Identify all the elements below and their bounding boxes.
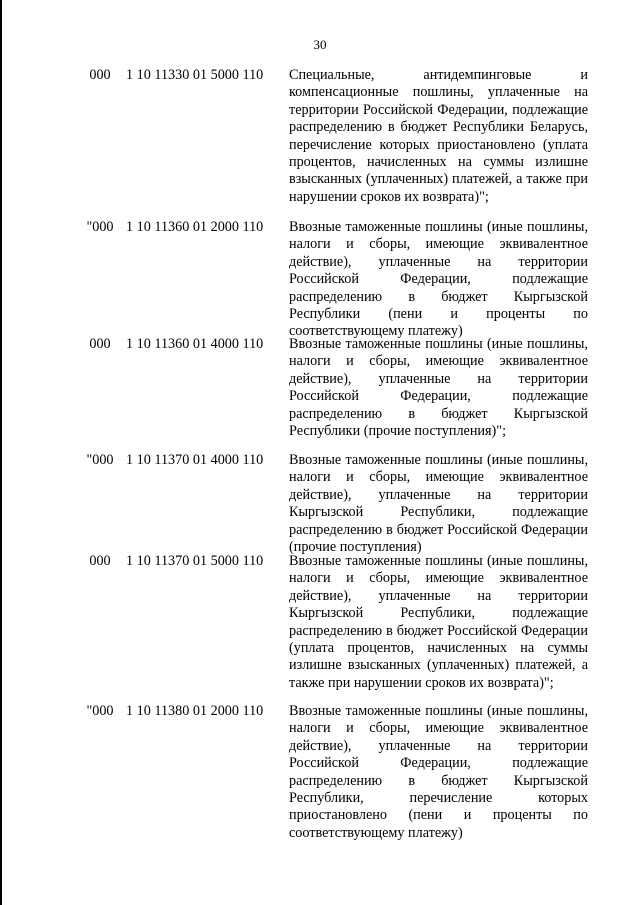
admin-code: "000 [86,452,114,468]
row-description: Ввозные таможенные пошлины (иные пошлины, налоги и сборы, имеющие эквивалентное действие), уплаченные на территории Российской Федерации, подлежащие распределению в бюджет Кыргызской Республики, перечисление которых приостановлено (пени и проценты по соответствующему платежу) [289,703,588,841]
admin-code: 000 [89,553,111,569]
budget-classification-code: 1 10 11370 01 4000 110 [126,452,264,468]
admin-code: 000 [89,67,111,83]
admin-code: 000 [89,336,111,352]
row-description: Ввозные таможенные пошлины (иные пошлины, налоги и сборы, имеющие эквивалентное действие), уплаченные на территории Кыргызской Республики, подлежащие распределению в бюджет Российской Федерации (уплата процентов, начисленных на суммы излишне взысканных (уплаченных) платежей, а также при нарушении сроков их возврата)"; [289,553,588,691]
budget-classification-code: 1 10 11370 01 5000 110 [126,553,264,569]
budget-classification-code: 1 10 11360 01 4000 110 [126,336,264,352]
admin-code: "000 [86,703,114,719]
row-description: Ввозные таможенные пошлины (иные пошлины, налоги и сборы, имеющие эквивалентное действие), уплаченные на территории Российской Федерации, подлежащие распределению в бюджет Кыргызской Республики (прочие поступления)"; [289,336,588,440]
scan-edge [0,0,2,905]
page-number: 30 [313,37,327,52]
budget-classification-code: 1 10 11330 01 5000 110 [126,67,264,83]
row-description: Ввозные таможенные пошлины (иные пошлины, налоги и сборы, имеющие эквивалентное действие), уплаченные на территории Российской Федерации, подлежащие распределению в бюджет Кыргызской Республики (пени и проценты по соответствующему платежу) [289,219,588,340]
budget-classification-code: 1 10 11380 01 2000 110 [126,703,264,719]
row-description: Специальные, антидемпинговые и компенсационные пошлины, уплаченные на территории Российской Федерации, подлежащие распределению в бюджет Республики Беларусь, перечисление которых приостановлено (уплата процентов, начисленных на суммы излишне взысканных (уплаченных) платежей, а также при нарушении сроков их возврата)"; [289,67,588,205]
row-description: Ввозные таможенные пошлины (иные пошлины, налоги и сборы, имеющие эквивалентное действие), уплаченные на территории Кыргызской Республики, подлежащие распределению в бюджет Российской Федерации (прочие поступления) [289,452,588,556]
budget-classification-code: 1 10 11360 01 2000 110 [126,219,264,235]
admin-code: "000 [86,219,114,235]
